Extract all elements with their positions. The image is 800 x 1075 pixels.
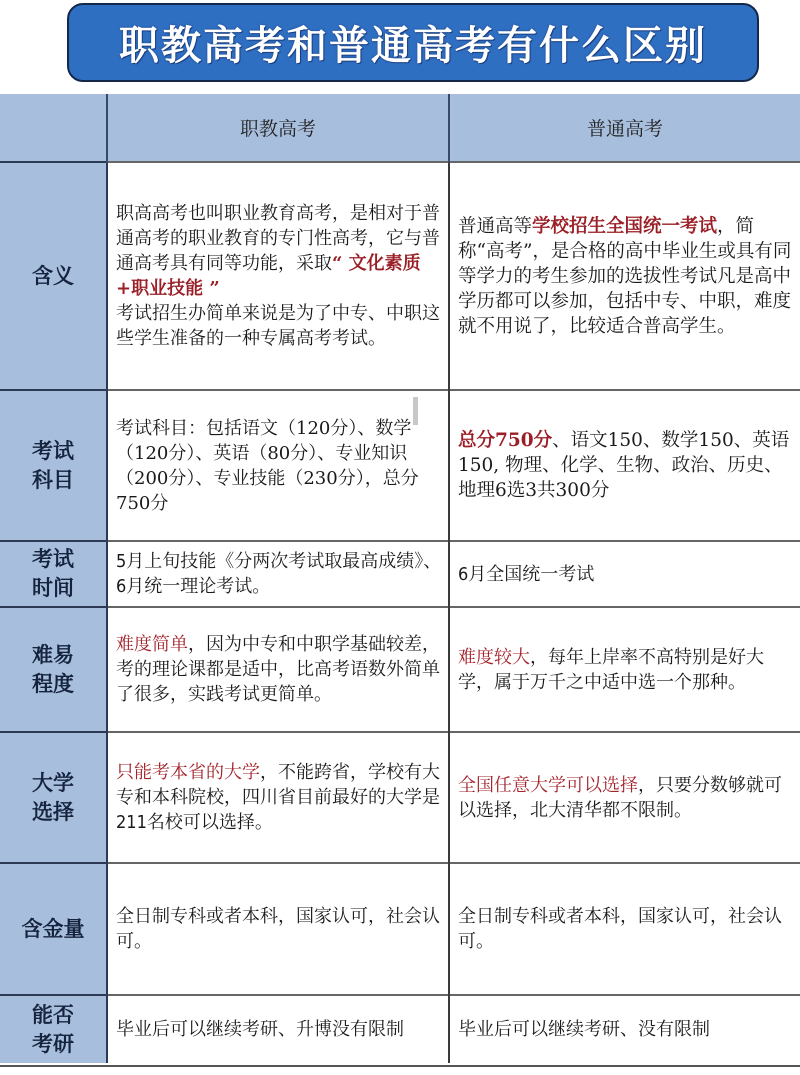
row-label: [0, 995, 107, 1063]
table-row-meaning: [0, 162, 800, 390]
highlight-text: 难度较大: [458, 646, 530, 668]
header-general: 普通高考: [449, 94, 800, 162]
cell-general: [449, 732, 800, 863]
row-label-line: 大学: [32, 770, 74, 795]
table-row-postgrad: [0, 995, 800, 1063]
row-label: [0, 541, 107, 607]
cell-text: ，简称“高考”，是合格的高中毕业生或具有同等学力的考生参加的选拔性考试凡是高中学历都可以参加，包括中专、中职，难度就不用说了，比较适合普高学生。: [458, 215, 792, 337]
cell-text: 普通高等: [458, 215, 533, 237]
cell-text: ，不能跨省，学校有大专和本科院校，四川省目前最好的大学是211名校可以选择。: [116, 762, 440, 833]
table-row-exam-time: [0, 541, 800, 607]
row-label: [0, 732, 107, 863]
row-label: 含金量: [0, 863, 107, 995]
cell-text: 全日制专科或者本科，国家认可，社会认可。: [458, 906, 782, 952]
cell-general: [449, 541, 800, 607]
row-label-line: 难易: [32, 642, 74, 667]
row-label-line: 时间: [32, 576, 74, 600]
table-header-row: [0, 94, 800, 162]
cell-general: [449, 607, 800, 732]
row-label-line: 能否: [32, 1002, 74, 1027]
header-empty-cell: [0, 94, 107, 162]
cell-text: ，因为中专和中职学基础较差，考的理论课都是适中，比高考语数外简单了很多，实践考试更简单。: [116, 634, 440, 705]
cell-text: 、语文150、数学150、英语150, 物理、化学、生物、政治、历史、地理6选3共300分: [458, 430, 790, 501]
comparison-table: [0, 94, 800, 1063]
table-row-university-choice: [0, 732, 800, 863]
row-label-line: 考研: [32, 1031, 74, 1056]
row-label-line: 选择: [32, 799, 74, 824]
row-label: [0, 607, 107, 732]
cell-vocational: [107, 863, 449, 995]
row-label-line: 考试: [32, 438, 74, 463]
cell-general: [449, 863, 800, 995]
row-label-line: 考试: [32, 547, 74, 571]
highlight-text: “ 文化素质+职业技能 ”: [116, 253, 421, 299]
cell-text: 职高高考也叫职业教育高考，是相对于普通高考的职业教育的专门性高考，它与普通高考具有同等功能，采取: [116, 203, 440, 274]
row-label: [0, 390, 107, 541]
header-vocational: 职教高考: [107, 94, 449, 162]
cell-vocational: [107, 607, 449, 732]
table-row-difficulty: [0, 607, 800, 732]
cell-text: 5月上旬技能《分两次考试取最高成绩》、6月统一理论考试。: [116, 551, 442, 597]
cell-text: 毕业后可以继续考研、升博没有限制: [116, 1019, 404, 1040]
page-title: 职教高考和普通高考有什么区别: [119, 23, 707, 69]
highlight-text: 总分750分: [458, 430, 553, 451]
row-label-line: 科目: [32, 467, 74, 492]
highlight-text: 难度简单: [116, 634, 188, 655]
title-banner: [67, 3, 759, 82]
highlight-text: 只能考本省的大学: [116, 762, 260, 783]
row-label-line: 程度: [32, 671, 74, 696]
cell-general: [449, 390, 800, 541]
cell-text: ，每年上岸率不高特别是好大学，属于万千之中适中选一个那种。: [458, 646, 764, 693]
highlight-text: 学校招生全国统一考试: [532, 215, 718, 237]
cell-vocational: [107, 995, 449, 1063]
row-label: 含义: [0, 162, 107, 390]
bottom-divider: [0, 1065, 800, 1067]
cell-general: [449, 162, 800, 390]
table-row-value: [0, 863, 800, 995]
cell-text: 6月全国统一考试: [458, 563, 595, 585]
cell-vocational: [107, 162, 449, 390]
text-cursor-mark: [413, 397, 418, 425]
table-row-subjects: [0, 390, 800, 541]
cell-text: 考试招生办简单来说是为了中专、中职这些学生准备的一种专属高考考试。: [116, 303, 440, 349]
cell-text: 毕业后可以继续考研、没有限制: [458, 1019, 710, 1040]
cell-text: 考试科目：包括语文（120分）、数学（120分）、英语（80分）、专业知识（200分）、专业技能（230分），总分750分: [116, 417, 419, 514]
cell-text: 全日制专科或者本科，国家认可，社会认可。: [116, 906, 440, 952]
cell-vocational: [107, 541, 449, 607]
cell-text: ，只要分数够就可以选择，北大清华都不限制。: [458, 774, 782, 821]
highlight-text: 全国任意大学可以选择: [458, 774, 638, 796]
cell-general: [449, 995, 800, 1063]
cell-vocational: [107, 390, 449, 541]
cell-vocational: [107, 732, 449, 863]
